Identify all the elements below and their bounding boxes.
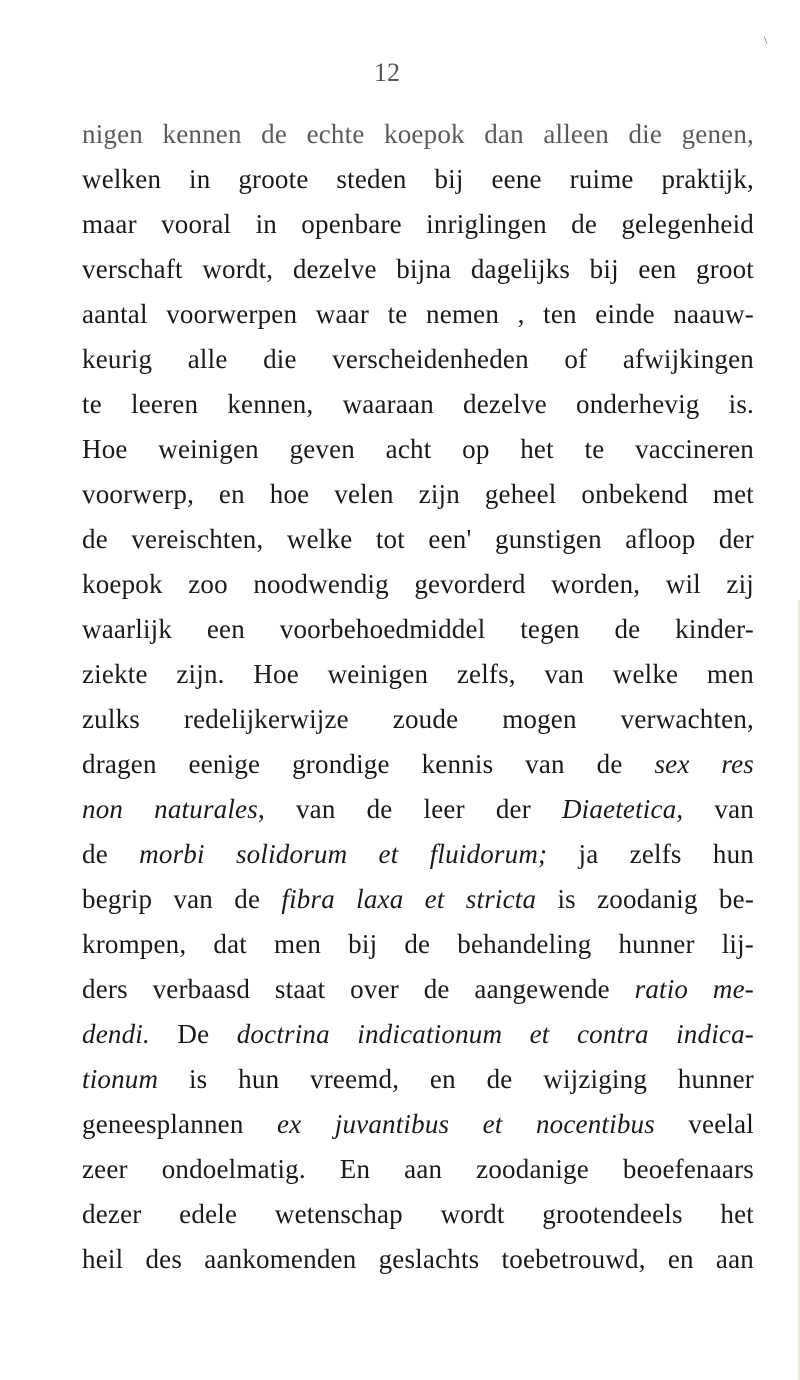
text-run: zulks redelijkerwijze zoude mogen verwachten, — [82, 704, 754, 734]
text-line — [82, 337, 754, 382]
text-line — [82, 1012, 754, 1057]
body-text — [82, 112, 754, 1282]
text-run: te leeren kennen, waaraan dezelve onderhevig is. — [82, 389, 754, 419]
text-line — [82, 427, 754, 472]
italic-phrase: Diaetetica — [561, 794, 677, 824]
text-line — [82, 562, 754, 607]
text-line — [82, 877, 754, 922]
text-line — [82, 742, 754, 787]
text-line — [82, 292, 754, 337]
italic-phrase: non naturales — [82, 794, 258, 824]
text-run: verschaft wordt, dezelve bijna dagelijks bij een groot — [82, 254, 754, 284]
text-run: krompen, dat men bij de behandeling hunner lij- — [82, 929, 754, 959]
italic-phrase: ex juvantibus et nocentibus — [276, 1109, 655, 1139]
italic-phrase: dendi. — [82, 1019, 150, 1049]
text-run: geneesplannen — [82, 1109, 277, 1139]
corner-mark: \ — [764, 33, 768, 47]
italic-phrase: tionum — [82, 1064, 159, 1094]
text-line — [82, 787, 754, 832]
italic-phrase: doctrina indicationum et contra indica- — [236, 1019, 754, 1049]
text-run: keurig alle die verscheidenheden of afwijkingen — [82, 344, 754, 374]
text-line — [82, 1147, 754, 1192]
text-run: ja zelfs hun — [547, 839, 754, 869]
text-line — [82, 652, 754, 697]
text-line — [82, 472, 754, 517]
text-run: , van — [676, 794, 754, 824]
text-run: voorwerp, en hoe velen zijn geheel onbekend met — [82, 479, 754, 509]
text-run: dezer edele wetenschap wordt grootendeels het — [82, 1199, 754, 1229]
text-line — [82, 112, 754, 157]
italic-phrase: sex res — [654, 749, 755, 779]
text-run: De — [149, 1019, 237, 1049]
text-line — [82, 382, 754, 427]
text-run: nigen kennen de echte koepok dan alleen die genen, — [82, 119, 754, 149]
text-run: is zoodanig be- — [536, 884, 755, 914]
text-line — [82, 202, 754, 247]
text-run: heil des aankomenden geslachts toebetrouwd, en aan — [82, 1244, 754, 1274]
text-run: begrip van de — [82, 884, 282, 914]
italic-phrase: fibra laxa et stricta — [281, 884, 537, 914]
text-run: is hun vreemd, en de wijziging hunner — [158, 1064, 754, 1094]
text-line — [82, 1102, 754, 1147]
text-line — [82, 1192, 754, 1237]
text-run: aantal voorwerpen waar te nemen , ten einde naauw- — [82, 299, 754, 329]
italic-phrase: ratio me- — [634, 974, 754, 1004]
text-line — [82, 922, 754, 967]
text-line — [82, 832, 754, 877]
text-run: ders verbaasd staat over de aangewende — [82, 974, 635, 1004]
text-run: ziekte zijn. Hoe weinigen zelfs, van welke men — [82, 659, 754, 689]
text-run: waarlijk een voorbehoedmiddel tegen de kinder- — [82, 614, 754, 644]
text-run: veelal — [654, 1109, 755, 1139]
text-line — [82, 157, 754, 202]
text-run: zeer ondoelmatig. En aan zoodanige beoefenaars — [82, 1154, 754, 1184]
page-number: 12 — [374, 58, 400, 87]
text-line — [82, 1237, 754, 1282]
text-run: , van de leer der — [257, 794, 562, 824]
text-run: de vereischten, welke tot een' gunstigen afloop der — [82, 524, 754, 554]
text-run: Hoe weinigen geven acht op het te vaccineren — [82, 434, 754, 464]
text-line — [82, 967, 754, 1012]
text-line — [82, 517, 754, 562]
text-run: de — [82, 839, 140, 869]
text-run: welken in groote steden bij eene ruime praktijk, — [82, 164, 754, 194]
text-run: maar vooral in openbare inriglingen de gelegenheid — [82, 209, 754, 239]
text-run: koepok zoo noodwendig gevorderd worden, wil zij — [82, 569, 754, 599]
text-line — [82, 247, 754, 292]
text-line — [82, 1057, 754, 1102]
text-run: dragen eenige grondige kennis van de — [82, 749, 655, 779]
italic-phrase: morbi solidorum et fluidorum; — [139, 839, 548, 869]
text-line — [82, 607, 754, 652]
text-line — [82, 697, 754, 742]
